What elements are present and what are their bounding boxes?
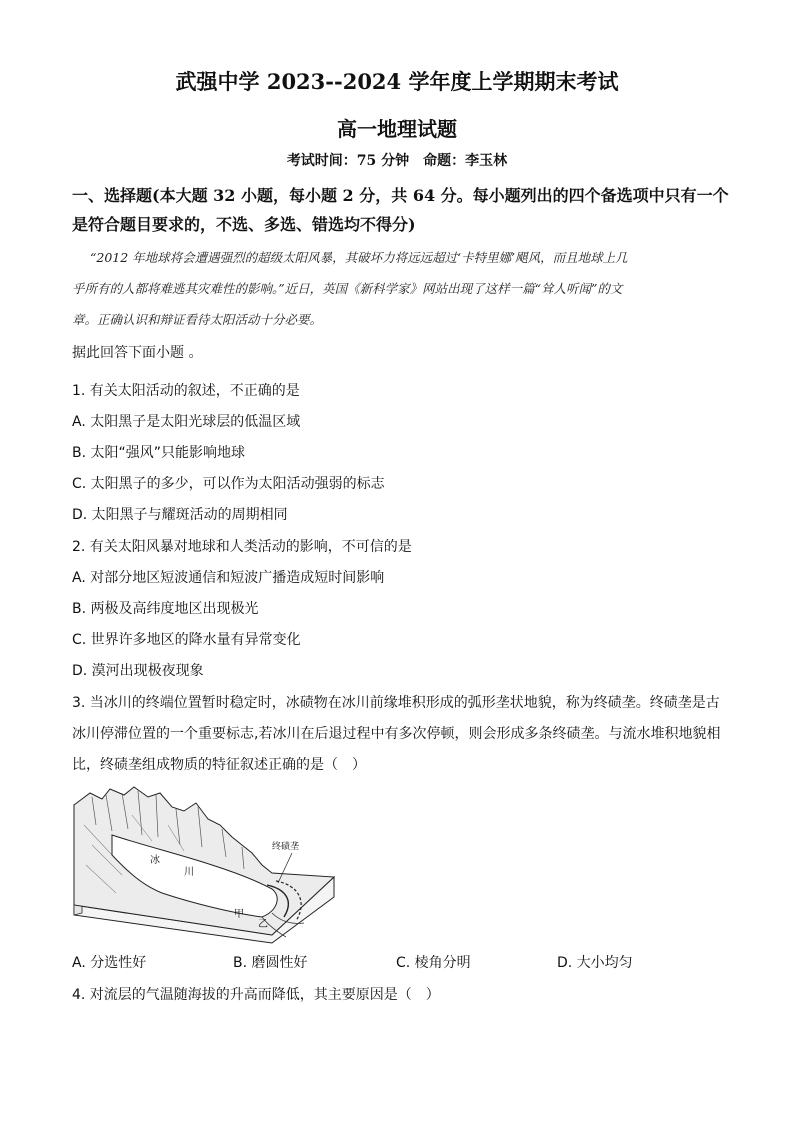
q1-option-c: C. 太阳黑子的多少，可以作为太阳活动强弱的标志	[72, 476, 385, 492]
q3-option-a: A. 分选性好	[72, 955, 147, 971]
q3-stem-line1: 3. 当冰川的终端位置暂时稳定时，冰碛物在冰川前缘堆积形成的弧形垄状地貌，称为终碛垄。终碛垄是古	[72, 695, 720, 711]
exam-subtitle: 高一地理试题	[337, 117, 457, 141]
q1-option-b: B. 太阳“强风”只能影响地球	[72, 445, 246, 461]
point-jia-label: 甲	[234, 909, 244, 920]
q4-stem: 4. 对流层的气温随海拔的升高而降低，其主要原因是（ ）	[72, 987, 440, 1003]
q2-stem: 2. 有关太阳风暴对地球和人类活动的影响，不可信的是	[72, 539, 412, 555]
moraine-label: 终碛垄	[272, 842, 300, 852]
exam-title: 武强中学 2023--2024 学年度上学期期末考试	[175, 69, 619, 94]
section-heading-line2: 是符合题目要求的，不选、多选、错选均不得分)	[72, 215, 416, 234]
q2-option-c: C. 世界许多地区的降水量有异常变化	[72, 632, 301, 648]
q1-stem: 1. 有关太阳活动的叙述，不正确的是	[72, 383, 300, 399]
q3-stem-line3: 比，终碛垄组成物质的特征叙述正确的是（ ）	[72, 757, 366, 773]
exam-info: 考试时间：75 分钟 命题：李玉林	[286, 153, 508, 169]
q1-option-a: A. 太阳黑子是太阳光球层的低温区域	[72, 414, 301, 430]
glacier-label-river: 川	[184, 867, 194, 878]
q2-option-b: B. 两极及高纬度地区出现极光	[72, 601, 259, 617]
q1-option-d: D. 太阳黑子与耀斑活动的周期相同	[72, 507, 288, 523]
q3-stem-line2: 冰川停滞位置的一个重要标志,若冰川在后退过程中有多次停顿，则会形成多条终碛垄。与流水堆积地貌相	[72, 726, 721, 742]
q3-option-c: C. 棱角分明	[396, 955, 471, 971]
glacier-moraine-diagram	[72, 785, 337, 945]
q3-option-b: B. 磨圆性好	[233, 955, 308, 971]
section-heading-line1: 一、选择题(本大题 32 小题，每小题 2 分，共 64 分。每小题列出的四个备选项中只有一个	[72, 186, 729, 205]
passage-line1: “2012 年地球将会遭遇强烈的超级太阳风暴，其破坏力将远远超过‘卡特里娜’飓风，而且地球上几	[90, 250, 628, 265]
point-yi-label: 乙	[258, 919, 268, 930]
q2-option-d: D. 漠河出现极夜现象	[72, 663, 204, 679]
glacier-label-ice: 冰	[150, 855, 160, 866]
prompt-text: 据此回答下面小题 。	[72, 345, 203, 361]
passage-line3: 章。正确认识和辩证看待太阳活动十分必要。	[72, 312, 323, 327]
q2-option-a: A. 对部分地区短波通信和短波广播造成短时间影响	[72, 570, 385, 586]
q3-option-d: D. 大小均匀	[557, 955, 633, 971]
passage-line2: 乎所有的人都将难逃其灾难性的影响。”近日，英国《新科学家》网站出现了这样一篇“耸人听闻”的文	[72, 281, 623, 296]
